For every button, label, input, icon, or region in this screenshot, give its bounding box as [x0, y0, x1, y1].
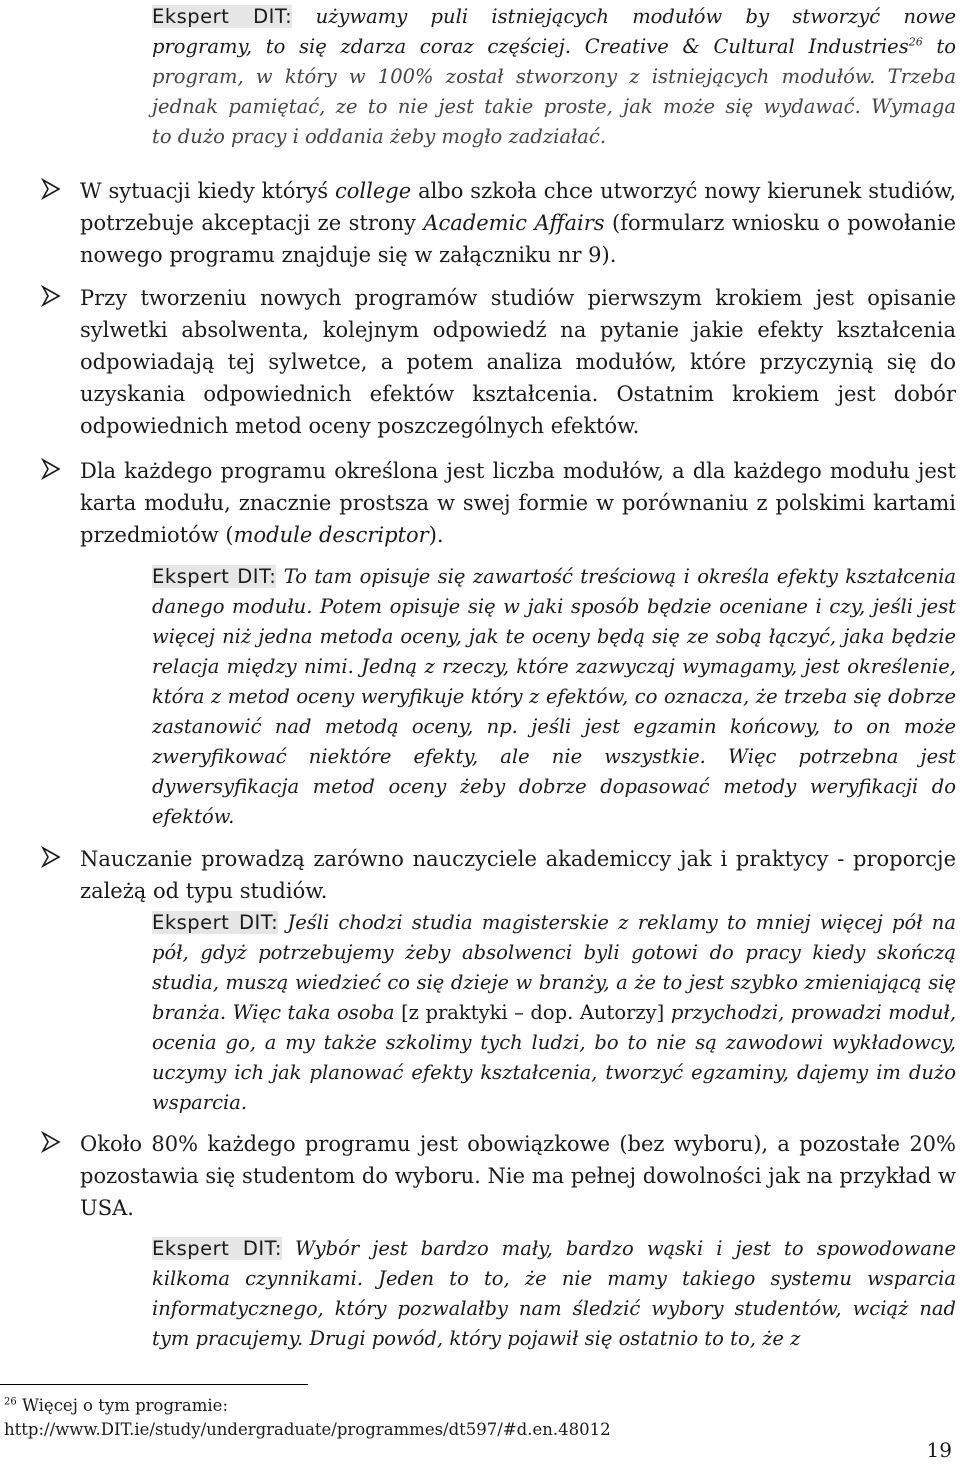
expert-label: Ekspert DIT:: [152, 565, 277, 588]
bullet-item-3: Dla każdego programu określona jest liczba modułów, a dla każdego modułu jest karta modułu, znacznie prostsza w swej formie w porównaniu z polskimi kartami przedmiotów (module descriptor).: [40, 455, 956, 551]
bullet-item-2: Przy tworzeniu nowych programów studiów pierwszym krokiem jest opisanie sylwetki absolwenta, kolejnym odpowiedź na pytanie jakie efekty kształcenia odpowiadają tej sylwetce, a potem analiza modułów, które przyczynią się do uzyskania odpowiednich efektów kształcenia. Ostatnim krokiem jest dobór odpowiednich metod oceny poszczególnych efektów.: [40, 282, 956, 442]
footnote-link[interactable]: http://www.DIT.ie/study/undergraduate/programmes/dt597/#d.en.48012: [4, 1420, 611, 1439]
footnote-divider: [0, 1384, 308, 1385]
arrow-bullet-icon: [40, 178, 62, 200]
arrow-bullet-icon: [40, 846, 62, 868]
expert-label: Ekspert DIT:: [152, 911, 279, 934]
expert-quote-2: Ekspert DIT: To tam opisuje się zawartość treściową i określa efekty kształcenia danego modułu. Potem opisuje się w jaki sposób będzie oceniane i czy, jeśli jest więcej niż jedna metoda oceny, jak te oceny będą się ze sobą łączyć, jaka będzie relacja między nimi. Jedną z rzeczy, które zazwyczaj wymagamy, jest określenie, która z metod oceny weryfikuje który z efektów, co oznacza, że trzeba się dobrze zastanowić nad metodą oceny, np. jeśli jest egzamin końcowy, to on może zweryfikować niektóre efekty, ale nie wszystkie. Więc potrzebna jest dywersyfikacja metod oceny żeby dobrze dopasować metody weryfikacji do efektów.: [152, 565, 956, 828]
bullet-item-4: Nauczanie prowadzą zarówno nauczyciele akademiccy jak i praktycy - proporcje zależą od typu studiów.: [40, 843, 956, 907]
expert-quote-4: Ekspert DIT: Wybór jest bardzo mały, bardzo wąski i jest to spowodowane kilkoma czynnikami. Jeden to to, że nie mamy takiego systemu wsparcia informatycznego, który pozwalałby nam śledzić wybory studentów, wciąż nad tym pracujemy. Drugi powód, który pojawił się ostatnio to to, że z: [152, 1237, 956, 1350]
footnote: $^{26}$ Więcej o tym programie: http://www.DIT.ie/study/undergraduate/programmes/dt597/#d.en.48012: [4, 1394, 904, 1442]
footnote-ref: 26: [908, 35, 923, 49]
expert-quote-3: Ekspert DIT: Jeśli chodzi studia magisterskie z reklamy to mniej więcej pół na pół, gdyż potrzebujemy żeby absolwenci byli gotowi do pracy kiedy skończą studia, muszą wiedzieć co się dzieje w branży, a że to jest szybko zmieniającą się branża. Więc taka osoba [z praktyki – dop. Autorzy] przychodzi, prowadzi moduł, ocenia go, a my także szkolimy tych ludzi, bo to nie są zawodowi wykładowcy, uczymy ich jak planować efekty kształcenia, tworzyć egzaminy, dajemy im dużo wsparcia.: [152, 911, 957, 1114]
expert-label: Ekspert DIT:: [152, 5, 293, 28]
bullet-item-5: Około 80% każdego programu jest obowiązkowe (bez wyboru), a pozostałe 20% pozostawia się studentom do wyboru. Nie ma pełnej dowolności jak na przykład w USA.: [40, 1128, 956, 1224]
bullet-item-1: W sytuacji kiedy któryś college albo szkoła chce utworzyć nowy kierunek studiów, potrzebuje akceptacji ze strony Academic Affairs (formularz wniosku o powołanie nowego programu znajduje się w załączniku nr 9).: [40, 175, 956, 271]
arrow-bullet-icon: [40, 1131, 62, 1153]
expert-quote-1: Ekspert DIT: używamy puli istniejących modułów by stworzyć nowe programy, to się zdarza coraz częściej. Creative & Cultural Industries$^{26}$ to program, w który w 100% został stworzony z istniejących modułów. Trzeba jednak pamiętać, ze to nie jest takie proste, jak może się wydawać. Wymaga to dużo pracy i oddania żeby mogło zadziałać.: [152, 5, 956, 148]
expert-label: Ekspert DIT:: [152, 1237, 282, 1260]
arrow-bullet-icon: [40, 458, 62, 480]
arrow-bullet-icon: [40, 285, 62, 307]
page-number: 19: [926, 1438, 952, 1462]
footnote-number: 26: [4, 1396, 17, 1408]
